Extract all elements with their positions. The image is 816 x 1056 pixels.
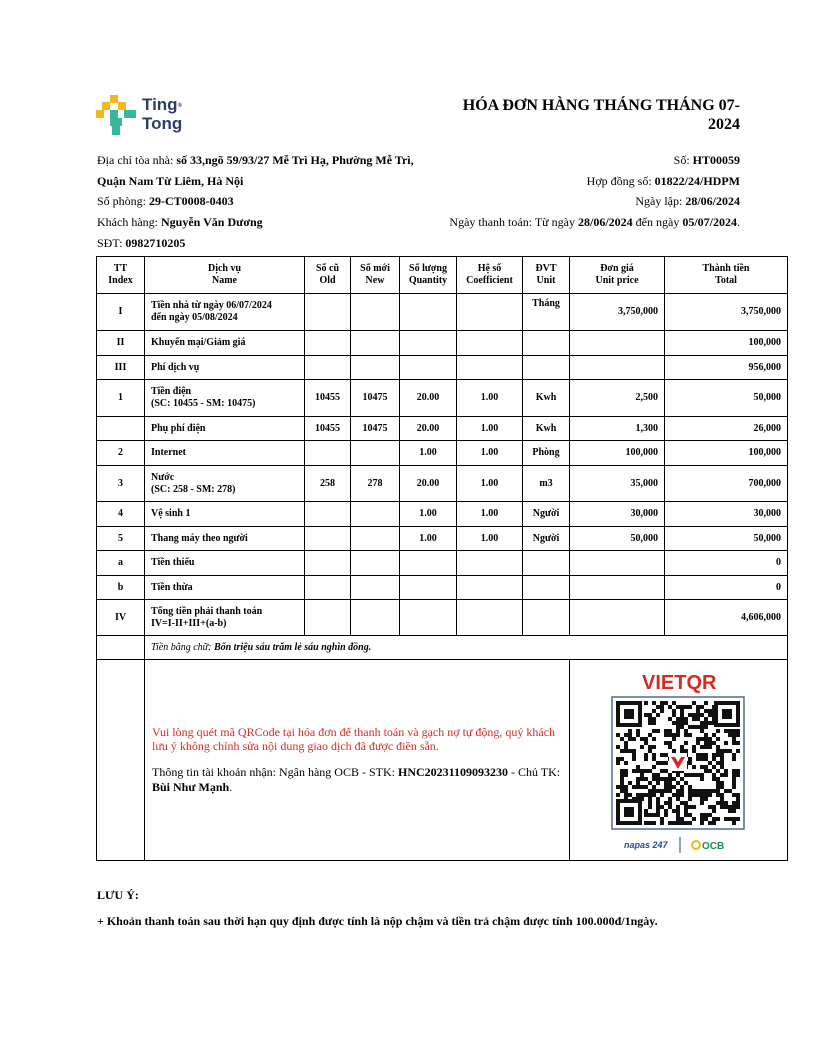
row-unit — [523, 551, 570, 576]
row-unit-price — [570, 576, 665, 600]
row-unit — [523, 576, 570, 600]
row-quantity: 20.00 — [400, 417, 457, 441]
row-unit-price — [570, 600, 665, 636]
table-row — [97, 600, 788, 636]
amount-in-words-row — [97, 636, 788, 660]
row-quantity — [400, 356, 457, 380]
row-service: Phụ phí điện — [145, 417, 305, 441]
contract-number: Hợp đồng số: 01822/24/HDPM — [586, 174, 740, 188]
row-old — [305, 441, 351, 466]
row-index: IV — [97, 600, 145, 636]
payment-qr-row — [97, 660, 788, 861]
row-old — [305, 576, 351, 600]
row-quantity: 1.00 — [400, 441, 457, 466]
tingtong-logo-text: Ting® Tong — [142, 95, 183, 133]
row-unit — [523, 356, 570, 380]
row-old — [305, 356, 351, 380]
words-index-cell — [97, 636, 145, 660]
vietqr-wordmark: VIETQR — [642, 671, 717, 694]
row-unit-price — [570, 551, 665, 576]
row-service: Tổng tiền phải thanh toán IV=I-II+III+(a-b) — [145, 600, 305, 636]
row-index: 1 — [97, 380, 145, 417]
row-quantity: 20.00 — [400, 380, 457, 417]
row-index: 3 — [97, 466, 145, 502]
table-row — [97, 527, 788, 551]
room-number: Số phòng: 29-CT0008-0403 — [97, 194, 234, 208]
column-header: TT Index — [97, 257, 145, 294]
row-new — [351, 600, 400, 636]
row-total: 0 — [665, 576, 788, 600]
row-service: Khuyến mại/Giảm giá — [145, 331, 305, 356]
row-unit: Phòng — [523, 441, 570, 466]
customer-phone: SĐT: 0982710205 — [97, 236, 186, 250]
invoice-items-table — [96, 256, 788, 861]
column-header: Thành tiền Total — [665, 257, 788, 294]
row-coefficient — [457, 356, 523, 380]
row-old — [305, 527, 351, 551]
payment-info-cell — [145, 660, 570, 861]
table-row — [97, 417, 788, 441]
column-header: Đơn giá Unit price — [570, 257, 665, 294]
column-header: Số mới New — [351, 257, 400, 294]
vietqr-cell — [570, 660, 788, 861]
row-total: 100,000 — [665, 331, 788, 356]
row-coefficient: 1.00 — [457, 466, 523, 502]
row-new — [351, 576, 400, 600]
row-quantity — [400, 576, 457, 600]
table-row — [97, 441, 788, 466]
row-new — [351, 441, 400, 466]
row-unit-price: 35,000 — [570, 466, 665, 502]
row-index: 4 — [97, 502, 145, 527]
row-new: 10475 — [351, 380, 400, 417]
table-row — [97, 294, 788, 331]
row-quantity: 1.00 — [400, 527, 457, 551]
row-new — [351, 551, 400, 576]
row-new — [351, 527, 400, 551]
table-row — [97, 466, 788, 502]
column-header: Số cũ Old — [305, 257, 351, 294]
created-date: Ngày lập: 28/06/2024 — [635, 194, 740, 208]
row-coefficient — [457, 331, 523, 356]
row-unit — [523, 331, 570, 356]
row-total: 0 — [665, 551, 788, 576]
table-row — [97, 551, 788, 576]
row-unit: Người — [523, 527, 570, 551]
row-service: Tiền nhà từ ngày 06/07/2024 đến ngày 05/08/2024 — [145, 294, 305, 331]
late-payment-note: + Khoản thanh toán sau thời hạn quy định được tính là nộp chậm và tiền trả chậm được tính 100.000đ/1ngày. — [97, 914, 658, 928]
row-service: Tiền thiếu — [145, 551, 305, 576]
row-quantity: 1.00 — [400, 502, 457, 527]
customer-name: Khách hàng: Nguyễn Văn Dương — [97, 215, 263, 229]
row-total: 3,750,000 — [665, 294, 788, 331]
row-unit: Kwh — [523, 417, 570, 441]
row-unit-price — [570, 331, 665, 356]
row-unit: m3 — [523, 466, 570, 502]
row-unit: Người — [523, 502, 570, 527]
vietqr-code-icon — [570, 661, 788, 860]
column-header: Số lượng Quantity — [400, 257, 457, 294]
tingtong-logo-mark-icon — [96, 95, 140, 137]
row-unit: Tháng — [523, 294, 570, 331]
tingtong-logo — [96, 95, 196, 137]
row-total: 4,606,000 — [665, 600, 788, 636]
row-service: Thang máy theo người — [145, 527, 305, 551]
row-total: 700,000 — [665, 466, 788, 502]
payment-index-cell — [97, 660, 145, 861]
row-new — [351, 294, 400, 331]
row-total: 50,000 — [665, 380, 788, 417]
row-service: Tiền điện (SC: 10455 - SM: 10475) — [145, 380, 305, 417]
row-new: 278 — [351, 466, 400, 502]
row-unit: Kwh — [523, 380, 570, 417]
row-new — [351, 356, 400, 380]
row-unit — [523, 600, 570, 636]
amount-in-words: Tiền bằng chữ: Bốn triệu sáu trăm lẻ sáu nghìn đồng. — [145, 636, 788, 660]
note-title: LƯU Ý: — [97, 888, 139, 902]
row-coefficient — [457, 294, 523, 331]
row-index — [97, 417, 145, 441]
column-header: Hệ số Coefficient — [457, 257, 523, 294]
row-old: 258 — [305, 466, 351, 502]
table-row — [97, 331, 788, 356]
row-old: 10455 — [305, 380, 351, 417]
bank-account-info: Thông tin tài khoản nhận: Ngân hàng OCB - STK: HNC20231109093230 - Chủ TK: Bùi Như Mạnh. — [152, 765, 561, 794]
building-address: Địa chỉ tòa nhà: số 33,ngõ 59/93/27 Mễ Trì Hạ, Phường Mễ Trì, — [97, 153, 414, 167]
row-quantity — [400, 551, 457, 576]
row-index: a — [97, 551, 145, 576]
row-old — [305, 294, 351, 331]
row-service: Nước (SC: 258 - SM: 278) — [145, 466, 305, 502]
row-quantity: 20.00 — [400, 466, 457, 502]
row-service: Vệ sinh 1 — [145, 502, 305, 527]
row-coefficient — [457, 551, 523, 576]
row-service: Phí dịch vụ — [145, 356, 305, 380]
row-coefficient — [457, 600, 523, 636]
row-new: 10475 — [351, 417, 400, 441]
table-header-row — [97, 257, 788, 294]
row-total: 26,000 — [665, 417, 788, 441]
row-service: Tiền thừa — [145, 576, 305, 600]
table-row — [97, 356, 788, 380]
row-quantity — [400, 600, 457, 636]
row-index: 2 — [97, 441, 145, 466]
table-row — [97, 576, 788, 600]
row-coefficient — [457, 576, 523, 600]
row-coefficient: 1.00 — [457, 502, 523, 527]
row-unit-price: 30,000 — [570, 502, 665, 527]
row-service: Internet — [145, 441, 305, 466]
row-index: I — [97, 294, 145, 331]
invoice-title: HÓA ĐƠN HÀNG THÁNG THÁNG 07-2024 — [462, 97, 740, 133]
row-coefficient: 1.00 — [457, 380, 523, 417]
row-unit-price: 1,300 — [570, 417, 665, 441]
table-row — [97, 380, 788, 417]
row-coefficient: 1.00 — [457, 441, 523, 466]
row-unit-price: 100,000 — [570, 441, 665, 466]
row-unit-price: 50,000 — [570, 527, 665, 551]
row-old — [305, 502, 351, 527]
row-index: 5 — [97, 527, 145, 551]
row-total: 100,000 — [665, 441, 788, 466]
row-old — [305, 551, 351, 576]
row-unit-price: 2,500 — [570, 380, 665, 417]
row-quantity — [400, 331, 457, 356]
row-old — [305, 600, 351, 636]
payment-period: Ngày thanh toán: Từ ngày 28/06/2024 đến ngày 05/07/2024. — [449, 215, 740, 229]
ocb-logo-text: OCB — [702, 840, 725, 852]
row-total: 30,000 — [665, 502, 788, 527]
row-index: b — [97, 576, 145, 600]
column-header: Dịch vụ Name — [145, 257, 305, 294]
napas-logo-text: napas 247 — [624, 839, 668, 850]
row-index: III — [97, 356, 145, 380]
row-unit-price: 3,750,000 — [570, 294, 665, 331]
row-total: 956,000 — [665, 356, 788, 380]
table-row — [97, 502, 788, 527]
row-coefficient: 1.00 — [457, 417, 523, 441]
qr-instruction: Vui lòng quét mã QRCode tại hóa đơn để thanh toán và gạch nợ tự động, quý khách lưu ý không chỉnh sửa nội dung giao dịch đã được điền sẵn. — [152, 725, 556, 753]
row-unit-price — [570, 356, 665, 380]
row-coefficient: 1.00 — [457, 527, 523, 551]
column-header: ĐVT Unit — [523, 257, 570, 294]
row-new — [351, 331, 400, 356]
invoice-number: Số: HT00059 — [673, 153, 740, 167]
row-index: II — [97, 331, 145, 356]
row-old: 10455 — [305, 417, 351, 441]
row-old — [305, 331, 351, 356]
row-quantity — [400, 294, 457, 331]
row-new — [351, 502, 400, 527]
building-address-line2: Quận Nam Từ Liêm, Hà Nội — [97, 174, 244, 188]
row-total: 50,000 — [665, 527, 788, 551]
